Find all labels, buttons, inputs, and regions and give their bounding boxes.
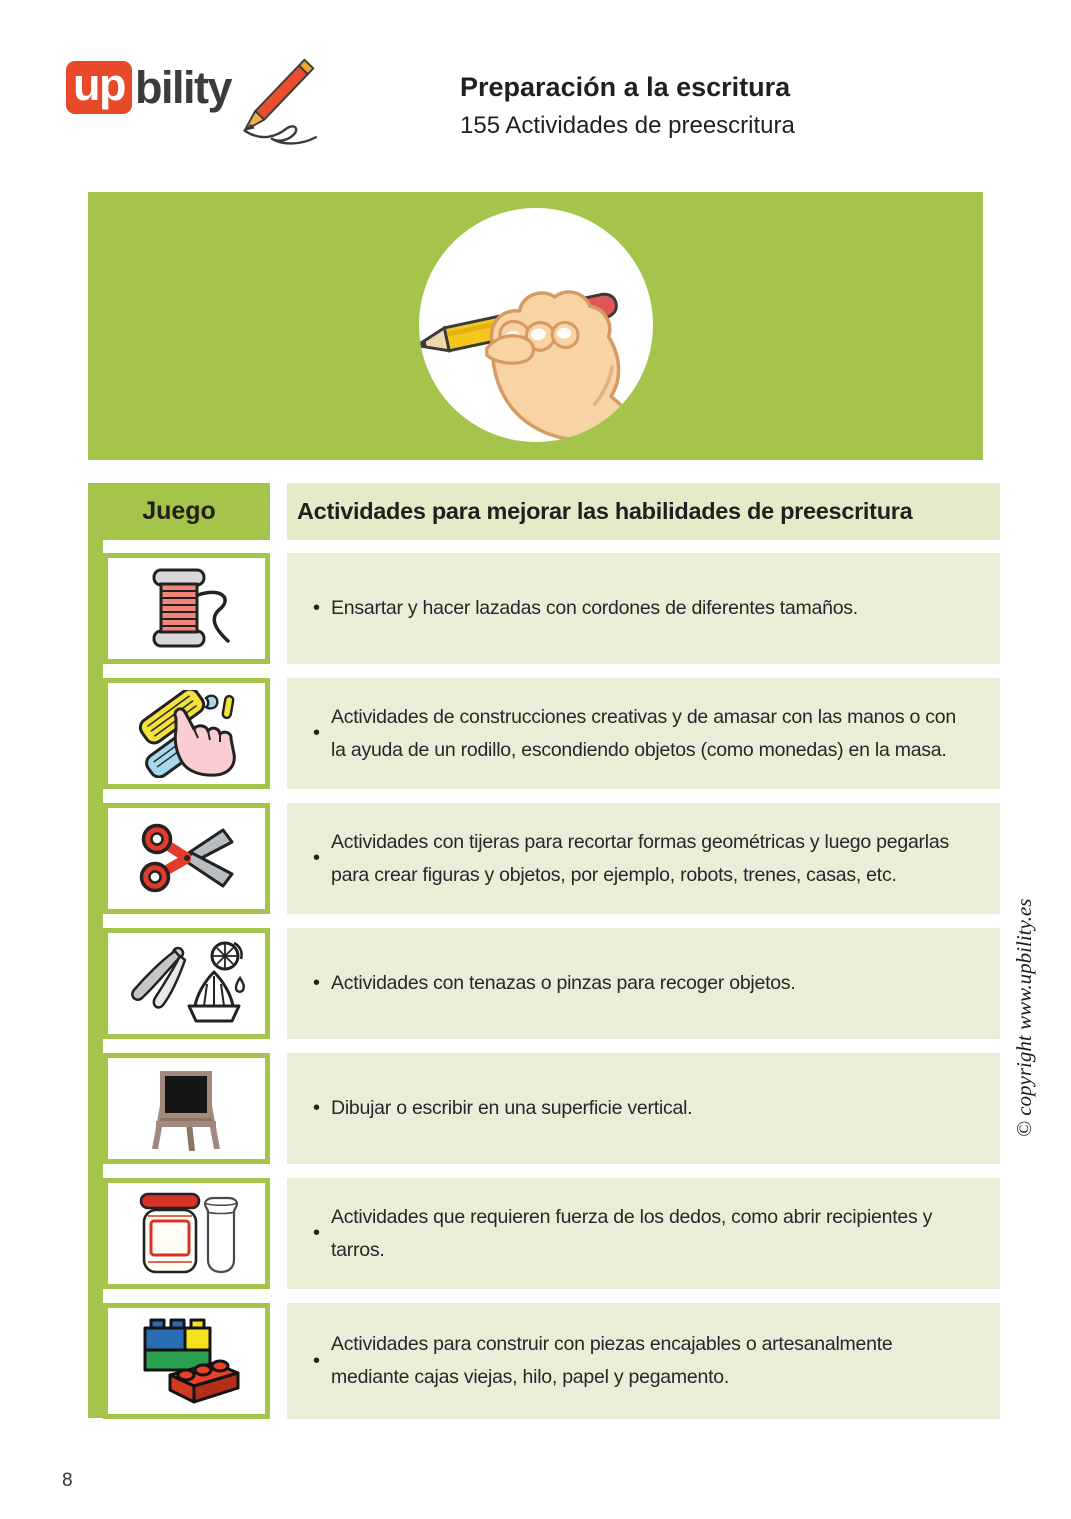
copyright-vertical-text: © copyright www.upbility.es <box>1012 898 1036 1137</box>
table-row <box>88 553 1000 664</box>
activity-cell <box>287 1178 1000 1289</box>
hand-writing-illustration <box>419 208 653 442</box>
activity-text: Actividades con tijeras para recortar formas geométricas y luego pegarlas para crear figuras y objetos, por ejemplo, robots, trenes, casas, etc. <box>331 830 949 886</box>
easel-icon <box>103 1053 270 1164</box>
logo-up-badge: up <box>66 61 132 114</box>
green-banner <box>88 192 983 460</box>
bullet: • <box>313 1349 321 1372</box>
activity-text: Ensartar y hacer lazadas con cordones de diferentes tamaños. <box>331 597 858 619</box>
activity-cell <box>287 928 1000 1039</box>
dough-kneading-icon <box>103 678 270 789</box>
lego-bricks-icon <box>103 1303 270 1419</box>
activity-cell <box>287 553 1000 664</box>
activities-table <box>88 483 1000 1419</box>
table-row <box>88 1303 1000 1419</box>
column-header-juego: Juego <box>88 483 270 540</box>
table-row <box>88 1178 1000 1289</box>
logo-bility-text: bility <box>134 62 231 113</box>
activity-text: Actividades que requieren fuerza de los dedos, como abrir recipientes y tarros. <box>331 1205 933 1261</box>
tongs-juicer-icon <box>103 928 270 1039</box>
bullet: • <box>313 972 321 994</box>
activity-cell <box>287 678 1000 789</box>
table-row <box>88 928 1000 1039</box>
thread-spool-icon <box>103 553 270 664</box>
scissors-icon <box>103 803 270 914</box>
page-title: Preparación a la escritura <box>460 72 791 102</box>
document-header <box>460 72 795 140</box>
activity-cell <box>287 1303 1000 1419</box>
table-header-row <box>88 483 1000 540</box>
jars-icon <box>103 1178 270 1289</box>
activity-text: Dibujar o escribir en una superficie vertical. <box>331 1097 693 1119</box>
activity-text: Actividades con tenazas o pinzas para recoger objetos. <box>331 972 796 994</box>
bullet: • <box>313 722 321 744</box>
bullet: • <box>313 1097 321 1119</box>
activity-cell <box>287 803 1000 914</box>
column-header-actividades: Actividades para mejorar las habilidades de preescritura <box>287 483 1000 540</box>
bullet: • <box>313 847 321 869</box>
bullet: • <box>313 597 321 619</box>
upbility-logo-text <box>66 60 231 114</box>
pencil-icon <box>235 56 330 152</box>
table-row <box>88 803 1000 914</box>
activity-text: Actividades de construcciones creativas y de amasar con las manos o con la ayuda de un rodillo, escondiendo objetos (como monedas) en la masa. <box>331 705 956 761</box>
bullet: • <box>313 1222 321 1244</box>
page-subtitle: 155 Actividades de preescritura <box>460 112 795 139</box>
activity-cell <box>287 1053 1000 1164</box>
upbility-logo <box>66 60 330 152</box>
table-row <box>88 1053 1000 1164</box>
table-row <box>88 678 1000 789</box>
page-number: 8 <box>62 1470 73 1491</box>
activity-text: Actividades para construir con piezas encajables o artesanalmente mediante cajas viejas, hilo, papel y pegamento. <box>331 1333 893 1388</box>
